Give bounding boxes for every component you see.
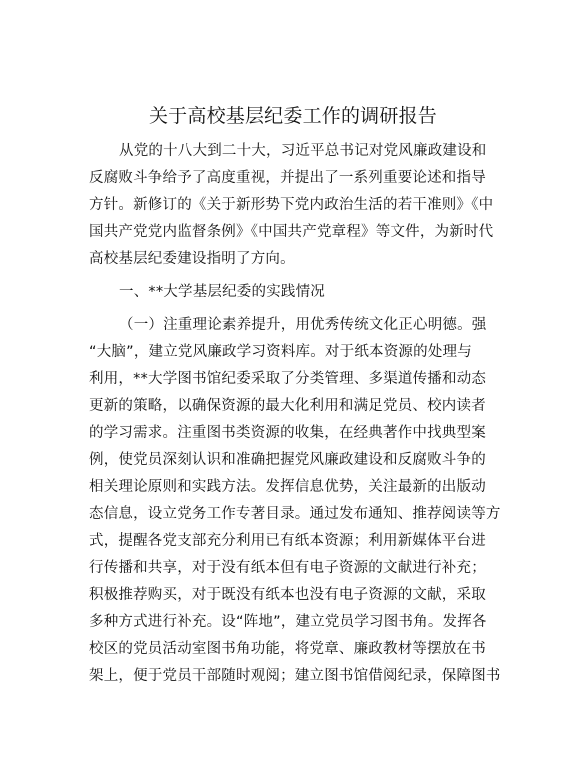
paragraph-line: “大脑”，建立党风廉政学习资料库。对于纸本资源的处理与: [89, 344, 472, 360]
paragraph-line: 国共产党党内监督条例》《中国共产党章程》等文件，为新时代: [89, 224, 494, 240]
paragraph-line: 多种方式进行补充。设“阵地”，建立党员学习图书角。发挥各: [89, 614, 487, 630]
paragraph-line: 更新的策略，以确保资源的最大化利用和满足党员、校内读者: [89, 398, 486, 414]
paragraph-line: 方针。新修订的《关于新形势下党内政治生活的若干准则》《中: [89, 197, 494, 213]
paragraph-line: 态信息，设立党务工作专著目录。通过发布通知、推荐阅读等方: [89, 506, 501, 522]
paragraph-line: 相关理论原则和实践方法。发挥信息优势，关注最新的出版动: [89, 479, 486, 495]
paragraph-line: 例，使党员深刻认识和准确把握党风廉政建设和反腐败斗争的: [89, 452, 486, 468]
document-title: 关于高校基层纪委工作的调研报告: [148, 105, 437, 127]
paragraph-line: 积极推荐购买，对于既没有纸本也没有电子资源的文献，采取: [89, 587, 486, 603]
paragraph-line: 行传播和共享，对于没有纸本但有电子资源的文献进行补充；: [89, 560, 486, 576]
paragraph-line: 利用，**大学图书馆纪委采取了分类管理、多渠道传播和动态: [89, 371, 487, 387]
paragraph-line: 反腐败斗争给予了高度重视，并提出了一系列重要论述和指导: [89, 170, 486, 186]
paragraph-line: 校区的党员活动室图书角功能，将党章、廉政教材等摆放在书: [89, 641, 486, 657]
paragraph-line: 高校基层纪委建设指明了方向。: [89, 251, 295, 267]
paragraph-line: 式，提醒各党支部充分利用已有纸本资源；利用新媒体平台进: [89, 533, 486, 549]
section-heading: 一、**大学基层纪委的实践情况: [119, 284, 325, 300]
paragraph-line: （一）注重理论素养提升，用优秀传统文化正心明德。强: [119, 317, 487, 333]
paragraph-line: 的学习需求。注重图书类资源的收集，在经典著作中找典型案: [89, 425, 486, 441]
paragraph-line: 架上，便于党员干部随时观阅；建立图书馆借阅纪录，保障图书: [89, 668, 501, 684]
paragraph-line: 从党的十八大到二十大，习近平总书记对党风廉政建设和: [119, 143, 487, 159]
